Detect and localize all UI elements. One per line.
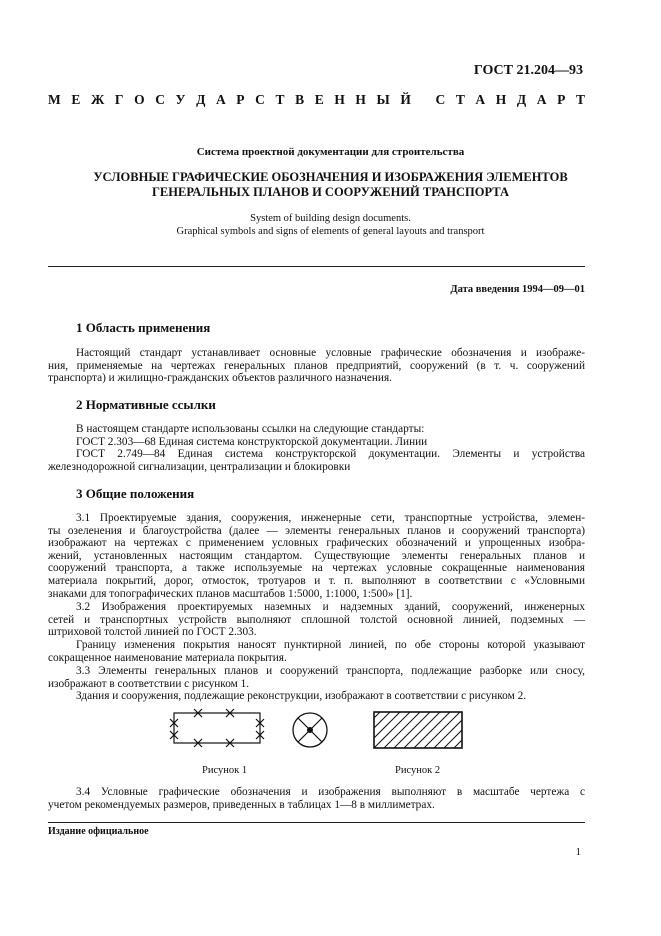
heading-letter: В — [295, 92, 305, 107]
clause-3-2 — [48, 601, 585, 639]
text-line: В настоящем стандарте использованы ссылки на следующие стандарты: — [76, 423, 425, 435]
clause-3-3 — [48, 665, 585, 703]
text-line: учетом рекомендуемых размеров, приведенных в таблицах 1—8 в миллиметрах. — [48, 798, 435, 811]
text-line: изображают на чертежах с применением условных графических обозначений и упрощенных изобра- — [48, 537, 585, 550]
text-line: ния, применяемые на чертежах генеральных планов предприятий, сооружений (в т. ч. сооружений — [48, 359, 585, 372]
introduction-date: Дата введения 1994—09—01 — [450, 284, 585, 295]
heading-letter: У — [175, 92, 186, 107]
text-line: железнодорожной сигнализации, централизации и блокировки — [48, 460, 351, 473]
heading-letter: Т — [575, 92, 585, 107]
heading-letter: С — [435, 92, 446, 107]
text-line: Здания и сооружения, подлежащие реконструкции, изображают в соответствии с рисунком 2. — [76, 690, 527, 703]
text-line: 3.3 Элементы генеральных планов и сооружений транспорта, подлежащие разборке или сносу, — [76, 665, 585, 677]
text-line: 3.4 Условные графические обозначения и изображения выполняют в масштабе чертежа с — [76, 786, 585, 798]
section-2-paragraph — [48, 423, 585, 473]
text-line: штриховой толстой линией по ГОСТ 2.303. — [48, 626, 257, 639]
system-title: Система проектной документации для строительства — [196, 146, 465, 158]
heading-letter: Н — [355, 92, 366, 107]
text-line: знаками для топографических планов масштабов 1:5000, 1:1000, 1:500» [1]. — [48, 587, 413, 600]
text-line: сетей и транспортных устройств выполняют сплошной толстой основной линией, подземных — — [48, 613, 585, 626]
section-1-heading: 1 Область применения — [76, 320, 211, 335]
heading-letter: Е — [314, 92, 324, 107]
heading-letter: С — [255, 92, 265, 107]
figure-2-reconstruction-symbol — [372, 710, 464, 750]
heading-letter: Т — [275, 92, 285, 107]
heading-letter: А — [536, 92, 547, 107]
clause-3-4 — [48, 786, 585, 811]
bottom-divider — [48, 822, 585, 823]
text-line: 3.1 Проектируемые здания, сооружения, инженерные сети, транспортные устройства, элемен- — [76, 512, 585, 524]
heading-gap — [422, 92, 425, 108]
heading-letter: М — [48, 92, 61, 107]
official-edition-label: Издание официальное — [48, 826, 149, 837]
heading-letter: Г — [114, 92, 124, 107]
text-line: сооружений транспорта, а также используемые на чертежах условные сокращенные наименования — [48, 562, 585, 575]
heading-letter: Н — [495, 92, 507, 107]
heading-letter: Ж — [90, 92, 105, 107]
heading-letter: С — [155, 92, 165, 107]
section-1-paragraph — [48, 347, 585, 385]
english-title-line-1: System of building design documents. — [250, 213, 411, 224]
page-number: 1 — [575, 846, 581, 858]
figure-1-demolition-symbol — [164, 705, 274, 755]
heading-letter: Ы — [376, 92, 390, 107]
reference-gost-2303: ГОСТ 2.303—68 Единая система конструкторской документации. Линии — [76, 435, 428, 448]
text-line: сокращенное наименование материала покрытия. — [48, 651, 287, 664]
text-line: изображают в соответствии с рисунком 1. — [48, 677, 250, 690]
figure-1-demolition-circle-symbol — [290, 710, 330, 750]
heading-letter: А — [475, 92, 486, 107]
figure-2-caption: Рисунок 2 — [395, 765, 441, 776]
document-title-line-1: УСЛОВНЫЕ ГРАФИЧЕСКИЕ ОБОЗНАЧЕНИЯ И ИЗОБРАЖЕНИЯ ЭЛЕМЕНТОВ — [93, 170, 568, 184]
document-title — [60, 170, 601, 200]
text-line: транспорта) и жилищно-гражданских объектов различного назначения. — [48, 372, 393, 385]
standard-number: ГОСТ 21.204—93 — [473, 63, 583, 78]
heading-letter: Р — [557, 92, 566, 107]
section-3-heading: 3 Общие положения — [76, 486, 195, 501]
reference-gost-2749: ГОСТ 2.749—84 Единая система конструкторской документации. Элементы и устройства — [76, 448, 585, 461]
text-line: материала покрытий, дорог, отмосток, тротуаров и т. п. выполняют в соответствии с «Условными — [48, 574, 585, 587]
heading-letter: Р — [236, 92, 245, 107]
section-2-heading: 2 Нормативные ссылки — [76, 397, 216, 412]
heading-letter: Й — [400, 92, 411, 107]
text-line: Настоящий стандарт устанавливает основные условные графические обозначения и изображе- — [76, 347, 585, 359]
heading-letter: Е — [71, 92, 81, 107]
figure-1-caption: Рисунок 1 — [202, 765, 248, 776]
english-title — [60, 212, 601, 238]
clause-3-2-continued — [48, 639, 585, 664]
text-line: ты озеленения и благоустройства (далее — элементы генеральных планов и сооружений транспорта) — [48, 524, 585, 537]
text-line: Границу изменения покрытия наносят пунктирной линией, по обе стороны которой указывают — [76, 639, 585, 651]
top-divider — [48, 266, 585, 267]
text-line: 3.2 Изображения проектируемых наземных и надземных зданий, сооружений, инженерных — [76, 601, 585, 613]
heading-letter: Т — [455, 92, 465, 107]
heading-letter: Д — [196, 92, 206, 107]
heading-letter: Д — [516, 92, 527, 107]
document-title-line-2: ГЕНЕРАЛЬНЫХ ПЛАНОВ И СООРУЖЕНИЙ ТРАНСПОРТА — [151, 185, 510, 199]
clause-3-1 — [48, 512, 585, 600]
heading-letter: Н — [334, 92, 345, 107]
heading-letter: А — [215, 92, 226, 107]
english-title-line-2: Graphical symbols and signs of elements of general layouts and transport — [176, 226, 485, 237]
interstate-standard-heading — [48, 92, 585, 108]
heading-letter: О — [134, 92, 145, 107]
text-line: жений, установленных настоящим стандартом. Существующие элементы генеральных планов и — [48, 549, 585, 562]
